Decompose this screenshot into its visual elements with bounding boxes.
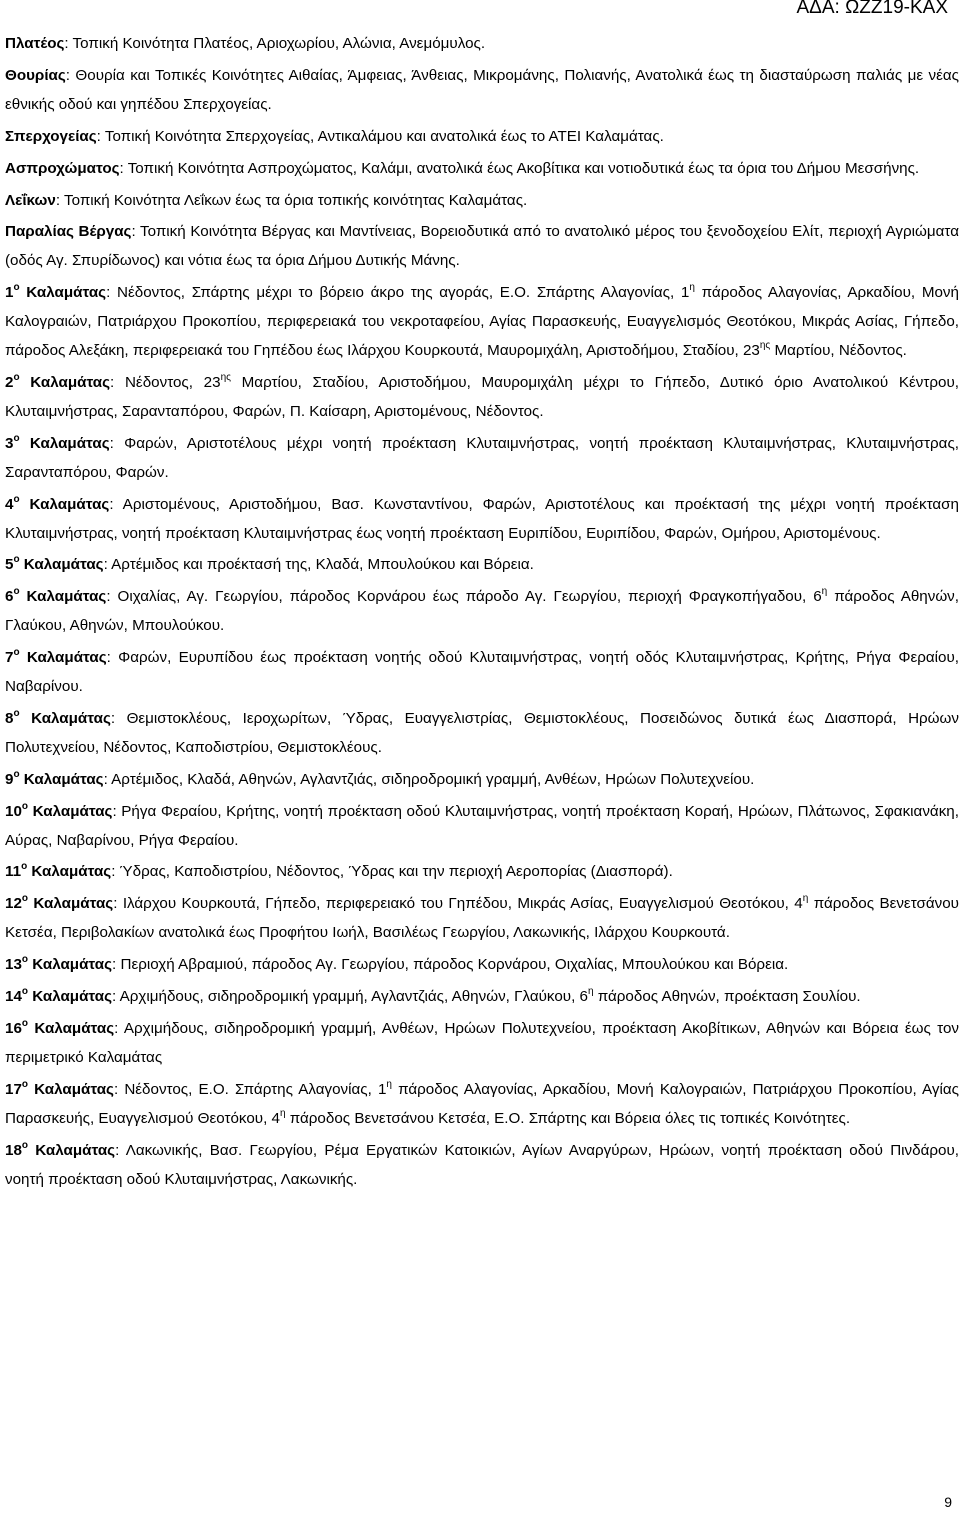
district-name: [5, 1017, 115, 1037]
district-entry-kalamatas-17: [5, 1076, 959, 1134]
district-description: : Αρχιμήδους, σιδηροδρομική γραμμή, Ανθέων, Ηρώων Πολυτεχνείου, προέκταση Ακοβίτικων, Αθηνών και Βόρεια έως τον περιμετρικό Καλαμάτας: [5, 1020, 959, 1066]
district-label: Καλαμάτας: [26, 588, 107, 606]
district-entry-kalamatas-7: [5, 644, 959, 702]
district-name: [5, 160, 120, 177]
district-description: : Τοπική Κοινότητα Πλατέος, Αριοχωρίου, Αλώνια, Ανεμόμυλος.: [64, 35, 486, 52]
district-name: [5, 588, 106, 605]
district-label: Σπερχογείας: [5, 127, 97, 145]
district-label: Καλαμάτας: [31, 863, 112, 881]
district-name: [5, 800, 113, 820]
ordinal-suffix: η: [386, 1078, 392, 1090]
district-name: [5, 67, 66, 84]
district-entry-kalamatas-11: [5, 858, 959, 887]
district-name: [5, 284, 106, 301]
district-description: πάροδος Αλαγονίας, Αρκαδίου, Μονή Καλογραιών, Πατριάρχου Προκοπίου, Αγίας Παρασκευής, Ευαγγελισμού Θεοτόκου, 4: [5, 1080, 959, 1127]
district-number: 12: [5, 895, 22, 913]
district-name: [5, 493, 110, 513]
district-name: [5, 223, 131, 240]
district-entry-kalamatas-13: [5, 951, 959, 980]
ordinal-suffix: ο: [13, 371, 20, 383]
ordinal-suffix: ο: [13, 282, 20, 294]
district-description: πάροδος Βενετσάνου Κετσέα, Περιβολακίων ανατολικά έως Προφήτου Ιωήλ, Βασιλέως Γεωργίου, Λακωνικής, Ιλάρχου Κουρκουτά.: [5, 895, 959, 942]
district-number: 9: [5, 770, 14, 788]
ordinal-suffix: ο: [21, 800, 29, 812]
district-number: 2: [5, 373, 14, 391]
district-name: [5, 768, 104, 788]
ordinal-suffix: ο: [21, 1139, 29, 1151]
district-description: : Αρτέμιδος και προέκτασή της, Κλαδά, Μπουλούκου και Βόρεια.: [103, 556, 534, 574]
district-name: [5, 649, 107, 666]
district-name: [5, 371, 111, 391]
district-entry-platees: [5, 30, 959, 59]
district-entry-asprochomatos: [5, 155, 959, 184]
ordinal-suffix: ο: [21, 954, 29, 966]
district-number: 6: [5, 588, 14, 606]
ordinal-suffix: η: [821, 586, 828, 598]
district-description: : Αριστομένους, Αριστοδήμου, Βασ. Κωνσταντίνου, Φαρών, Αριστοτέλους και προέκτασή της μέχρι νοητή προέκταση Κλυταιμνήστρας, νοητή προέκταση Κλυταιμνήστρας έως νοητή προέκταση Ευριπίδου, Ευριπίδου, Φαρών, Ομήρου, Αριστομένους.: [5, 495, 959, 542]
ordinal-suffix: ο: [21, 1078, 29, 1090]
ordinal-suffix: η: [802, 893, 809, 905]
district-entry-kalamatas-16: [5, 1015, 959, 1073]
ordinal-suffix: η: [279, 1107, 286, 1119]
ordinal-suffix: ο: [13, 647, 20, 659]
ordinal-suffix: η: [689, 282, 695, 294]
district-label: Καλαμάτας: [29, 434, 110, 452]
district-number: 13: [5, 956, 22, 974]
district-description: Μαρτίου, Σταδίου, Αριστοδήμου, Μαυρομιχάλη μέχρι το Γήπεδο, Δυτικό όριο Ανατολικού Κέντρου, Κλυταιμνήστρας, Σαρανταπόρου, Φαρών, Π. Καίσαρη, Αριστομένους, Νέδοντος.: [5, 373, 959, 420]
district-name: [5, 432, 110, 452]
district-description: πάροδος Αλαγονίας, Αρκαδίου, Μονή Καλογραιών, Πατριάρχου Προκοπίου, περιφερειακά του νεκροταφείου, Αγίας Παρασκευής, Ευαγγελισμός Θεοτόκου, Μικράς Ασίας, Γήπεδο, πάροδος Αλεξάκη, περιφερειακά του Γηπέδου έως Ιλάρχου Κουρκουτά, Μαυρομιχάλη, Αριστοδήμου, Σταδίου, 23: [5, 284, 959, 360]
district-description: Μαρτίου, Νέδοντος.: [770, 342, 907, 360]
district-description: : Τοπική Κοινότητα Λεΐκων έως τα όρια τοπικής κοινότητας Καλαμάτας.: [55, 191, 528, 209]
district-number: 17: [5, 1080, 22, 1098]
district-label: Καλαμάτας: [31, 709, 111, 727]
district-entry-paralias-vergas: [5, 218, 959, 276]
ordinal-suffix: ο: [13, 768, 20, 780]
district-description: : Νέδοντος, Σπάρτης μέχρι το βόρειο άκρο της αγοράς, Ε.Ο. Σπάρτης Αλαγονίας, 1: [106, 284, 690, 302]
document-body: [5, 30, 959, 1197]
district-entry-leikon: [5, 187, 959, 216]
district-label: Καλαμάτας: [26, 649, 107, 667]
district-label: Ασπροχώματος: [5, 159, 120, 177]
district-label: Καλαμάτας: [32, 956, 113, 974]
district-entry-kalamatas-6: [5, 583, 959, 641]
district-label: Καλαμάτας: [34, 1020, 115, 1037]
district-label: Καλαμάτας: [26, 284, 107, 302]
ordinal-suffix: ης: [220, 371, 231, 383]
ordinal-suffix: ο: [21, 861, 28, 873]
district-name: [5, 1078, 114, 1098]
district-description: : Ύδρας, Καποδιστρίου, Νέδοντος, Ύδρας και την περιοχή Αεροπορίας (Διασπορά).: [111, 863, 673, 881]
district-description: : Περιοχή Αβραμιού, πάροδος Αγ. Γεωργίου, πάροδος Κορνάρου, Οιχαλίας, Μπουλούκου και Βόρεια.: [112, 956, 789, 974]
district-label: Πλατέος: [5, 35, 65, 52]
district-entry-kalamatas-5: [5, 551, 959, 580]
district-label: Καλαμάτας: [23, 770, 104, 788]
district-description: : Αρχιμήδους, σιδηροδρομική γραμμή, Αγλαντζιάς, Αθηνών, Γλαύκου, 6: [112, 988, 588, 1006]
district-name: [5, 556, 104, 573]
district-entry-kalamatas-14: [5, 983, 959, 1012]
district-description: : Τοπική Κοινότητα Σπερχογείας, Αντικαλάμου και ανατολικά έως το ΑΤΕΙ Καλαμάτας.: [96, 127, 664, 145]
district-number: 10: [5, 802, 22, 820]
district-label: Λεΐκων: [5, 191, 56, 209]
ordinal-suffix: ο: [21, 893, 29, 905]
district-number: 16: [5, 1020, 22, 1037]
district-description: : Ιλάρχου Κουρκουτά, Γήπεδο, περιφερειακό του Γηπέδου, Μικράς Ασίας, Ευαγγελισμού Θεοτόκου, 4: [113, 895, 803, 913]
district-name: [5, 895, 113, 912]
district-entry-kalamatas-8: [5, 705, 959, 763]
district-name: [5, 707, 111, 727]
district-label: Θουρίας: [5, 66, 66, 84]
district-description: πάροδος Αθηνών, Γλαύκου, Αθηνών, Μπουλούκου.: [5, 588, 959, 635]
ordinal-suffix: ο: [21, 986, 29, 998]
district-label: Καλαμάτας: [30, 373, 111, 391]
ordinal-suffix: ο: [13, 586, 20, 598]
district-description: : Οιχαλίας, Αγ. Γεωργίου, πάροδος Κορνάρου έως πάροδο Αγ. Γεωργίου, περιοχή Φραγκοπήγαδου, 6: [106, 588, 822, 606]
district-description: : Τοπική Κοινότητα Ασπροχώματος, Καλάμι, ανατολικά έως Ακοβίτικα και νοτιοδυτικά έως τα όρια του Δήμου Μεσσήνης.: [119, 159, 920, 177]
district-number: 11: [5, 863, 22, 881]
district-entry-kalamatas-1: [5, 279, 959, 366]
district-entry-kalamatas-3: [5, 430, 959, 488]
page-number: 9: [944, 1494, 952, 1510]
ordinal-suffix: ο: [13, 432, 20, 444]
district-description: : Φαρών, Ευρυπίδου έως προέκταση νοητής οδού Κλυταιμνήστρας, νοητή οδός Κλυταιμνήστρας, Κρήτης, Ρήγα Φεραίου, Ναβαρίνου.: [5, 649, 959, 696]
district-number: 18: [5, 1141, 22, 1159]
district-description: : Φαρών, Αριστοτέλους μέχρι νοητή προέκταση Κλυταιμνήστρας, νοητή προέκταση Κλυταιμνήστρας, Κλυταιμνήστρας, Σαρανταπόρου, Φαρών.: [5, 434, 959, 481]
district-entry-kalamatas-10: [5, 798, 959, 856]
district-name: [5, 956, 112, 973]
district-description: : Νέδοντος, Ε.Ο. Σπάρτης Αλαγονίας, 1: [113, 1080, 387, 1098]
district-label: Καλαμάτας: [34, 1080, 114, 1098]
district-entry-kalamatas-2: [5, 369, 959, 427]
district-description: : Θουρία και Τοπικές Κοινότητες Αιθαίας, Άμφειας, Άνθειας, Μικρομάνης, Πολιανής, Ανατολικά έως τη διασταύρωση παλιάς με νέας εθνικής οδού και γηπέδου Σπερχογείας.: [5, 66, 959, 113]
district-label: Καλαμάτας: [35, 1141, 116, 1159]
district-entry-kalamatas-9: [5, 766, 959, 795]
district-description: : Νέδοντος, 23: [110, 373, 221, 391]
ada-code: ΑΔΑ: ΩΖΖ19-ΚΑΧ: [796, 0, 948, 18]
district-name: [5, 863, 111, 880]
district-label: Παραλίας Βέργας: [5, 223, 132, 241]
district-description: : Αρτέμιδος, Κλαδά, Αθηνών, Αγλαντζιάς, σιδηροδρομική γραμμή, Ανθέων, Ηρώων Πολυτεχνείου.: [103, 770, 755, 788]
district-label: Καλαμάτας: [32, 988, 113, 1006]
district-description: : Ρήγα Φεραίου, Κρήτης, νοητή προέκταση οδού Κλυταιμνήστρας, νοητή προέκταση Κοραή, Ηρώων, Πλάτωνος, Σφακιανάκη, Αύρας, Ναβαρίνου, Ρήγα Φεραίου.: [5, 802, 959, 849]
district-description: : Λακωνικής, Βασ. Γεωργίου, Ρέμα Εργατικών Κατοικιών, Αγίων Αναργύρων, Ηρώων, νοητή προέκταση οδού Πινδάρου, νοητή προέκταση οδού Κλυταιμνήστρας, Λακωνικής.: [5, 1141, 959, 1188]
ordinal-suffix: η: [587, 986, 594, 998]
district-number: 3: [5, 434, 14, 452]
district-label: Καλαμάτας: [29, 495, 110, 513]
district-name: [5, 35, 64, 52]
district-label: Καλαμάτας: [23, 556, 104, 574]
district-number: 14: [5, 988, 22, 1006]
district-number: 1: [5, 284, 14, 302]
district-description: : Τοπική Κοινότητα Βέργας και Μαντίνειας, Βορειοδυτικά από το ανατολικό μέρος του ξενοδοχείου Ελίτ, περιοχή Αγριώματα (οδός Αγ. Σπυρίδωνος) και νότια έως τα όρια Δήμου Δυτικής Μάνης.: [5, 223, 959, 270]
ordinal-suffix: ο: [13, 554, 20, 566]
district-number: 7: [5, 649, 14, 667]
district-description: πάροδος Βενετσάνου Κετσέα, Ε.Ο. Σπάρτης και Βόρεια όλες τις τοπικές Κοινότητες.: [285, 1109, 851, 1127]
district-number: 8: [5, 709, 14, 727]
district-entry-kalamatas-18: [5, 1137, 959, 1195]
district-name: [5, 128, 97, 145]
district-name: [5, 988, 112, 1005]
ordinal-suffix: ης: [759, 340, 771, 351]
ordinal-suffix: ο: [13, 493, 20, 505]
district-label: Καλαμάτας: [32, 802, 113, 820]
district-name: [5, 192, 56, 209]
district-description: πάροδος Αθηνών, προέκταση Σουλίου.: [593, 988, 861, 1006]
district-number: 4: [5, 495, 14, 513]
district-entry-kalamatas-4: [5, 491, 959, 549]
district-description: : Θεμιστοκλέους, Ιεροχωρίτων, Ύδρας, Ευαγγελιστρίας, Θεμιστοκλέους, Ποσειδώνος δυτικά έως Διασπορά, Ηρώων Πολυτεχνείου, Νέδοντος, Καποδιστρίου, Θεμιστοκλέους.: [5, 709, 959, 756]
ordinal-suffix: ο: [21, 1017, 29, 1029]
district-number: 5: [5, 556, 14, 574]
district-label: Καλαμάτας: [33, 895, 114, 913]
ordinal-suffix: ο: [13, 707, 20, 719]
district-name: [5, 1139, 116, 1159]
district-entry-sperchogeias: [5, 123, 959, 152]
district-entry-kalamatas-12: [5, 890, 959, 948]
district-entry-thourias: [5, 62, 959, 120]
